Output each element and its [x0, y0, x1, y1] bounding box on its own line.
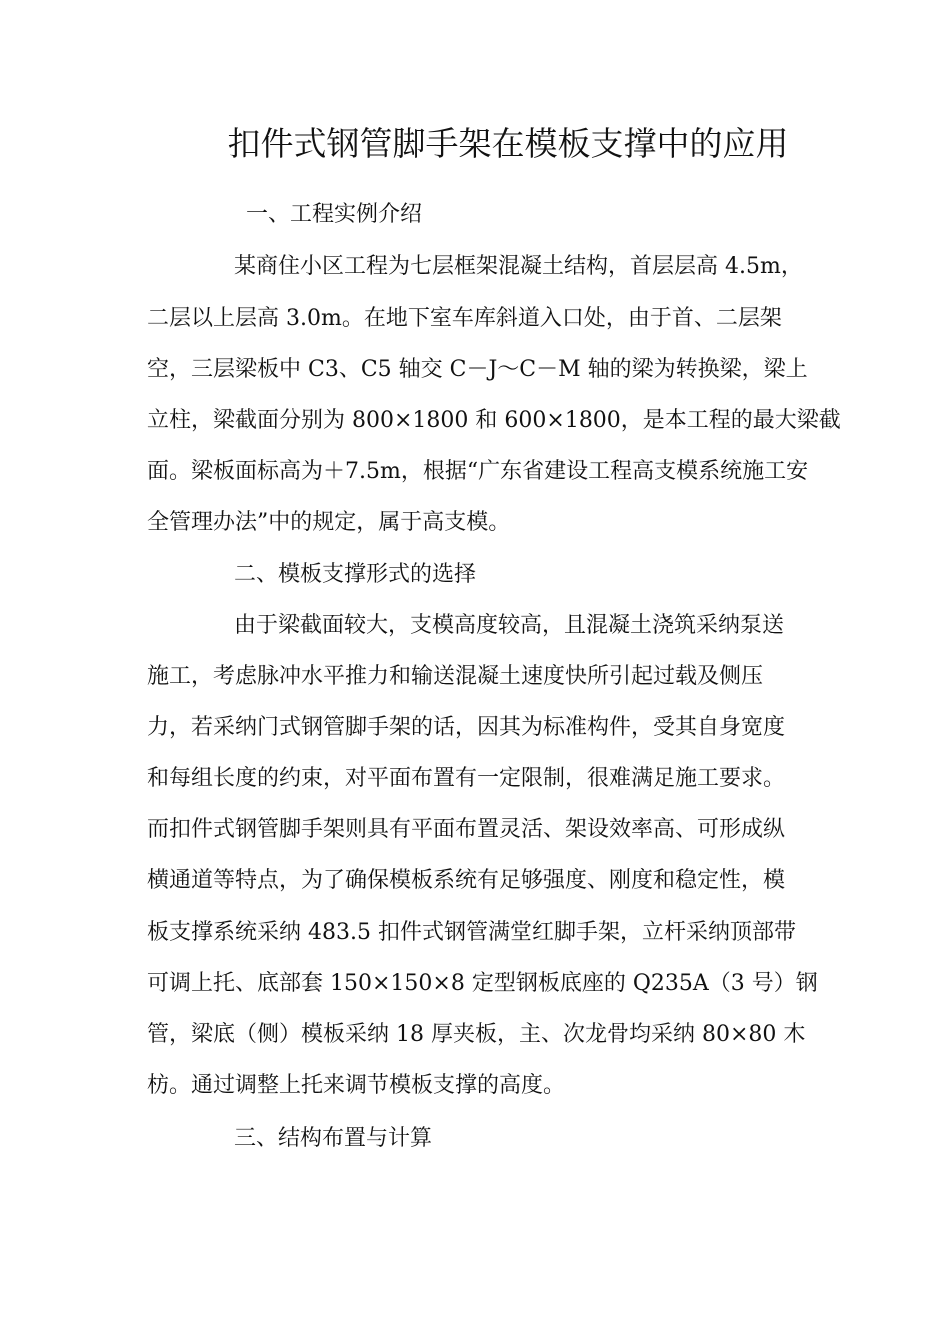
section-heading: 一、工程实例介绍: [246, 202, 423, 227]
section-heading: 三、结构布置与计算: [234, 1126, 433, 1151]
paragraph-line: 力，若采纳门式钢管脚手架的话，因其为标准构件，受其自身宽度: [147, 715, 786, 740]
paragraph-line: 由于梁截面较大，支模高度较高，且混凝土浇筑采纳泵送: [234, 613, 785, 638]
paragraph-line: 立柱，梁截面分别为 800×1800 和 600×1800，是本工程的最大梁截: [147, 408, 841, 433]
paragraph-line: 可调上托、底部套 150×150×8 定型钢板底座的 Q235A（3 号）钢: [147, 971, 818, 996]
document-title: 扣件式钢管脚手架在模板支撑中的应用: [227, 124, 789, 163]
paragraph-line: 二层以上层高 3.0m。在地下室车库斜道入口处，由于首、二层架: [147, 306, 782, 331]
paragraph-line: 而扣件式钢管脚手架则具有平面布置灵活、架设效率高、可形成纵: [147, 817, 786, 842]
paragraph-line: 枋。通过调整上托来调节模板支撑的高度。: [147, 1073, 566, 1098]
paragraph-line: 空，三层梁板中 C3、C5 轴交 C－J～C－M 轴的梁为转换梁，梁上: [147, 357, 808, 382]
paragraph-line: 横通道等特点，为了确保模板系统有足够强度、刚度和稳定性，模: [147, 868, 786, 893]
paragraph-line: 管，梁底（侧）模板采纳 18 厚夹板，主、次龙骨均采纳 80×80 木: [147, 1022, 806, 1047]
paragraph-line: 施工，考虑脉冲水平推力和输送混凝土速度快所引起过载及侧压: [147, 664, 764, 689]
paragraph-line: 和每组长度的约束，对平面布置有一定限制，很难满足施工要求。: [147, 766, 786, 791]
section-heading: 二、模板支撑形式的选择: [234, 562, 477, 587]
paragraph-line: 某商住小区工程为七层框架混凝土结构，首层层高 4.5m，: [234, 254, 803, 279]
paragraph-line: 板支撑系统采纳 483.5 扣件式钢管满堂红脚手架，立杆采纳顶部带: [147, 920, 796, 945]
paragraph-line: 面。梁板面标高为＋7.5m，根据“广东省建设工程高支模系统施工安: [147, 459, 809, 484]
paragraph-line: 全管理办法”中的规定，属于高支模。: [147, 510, 511, 535]
